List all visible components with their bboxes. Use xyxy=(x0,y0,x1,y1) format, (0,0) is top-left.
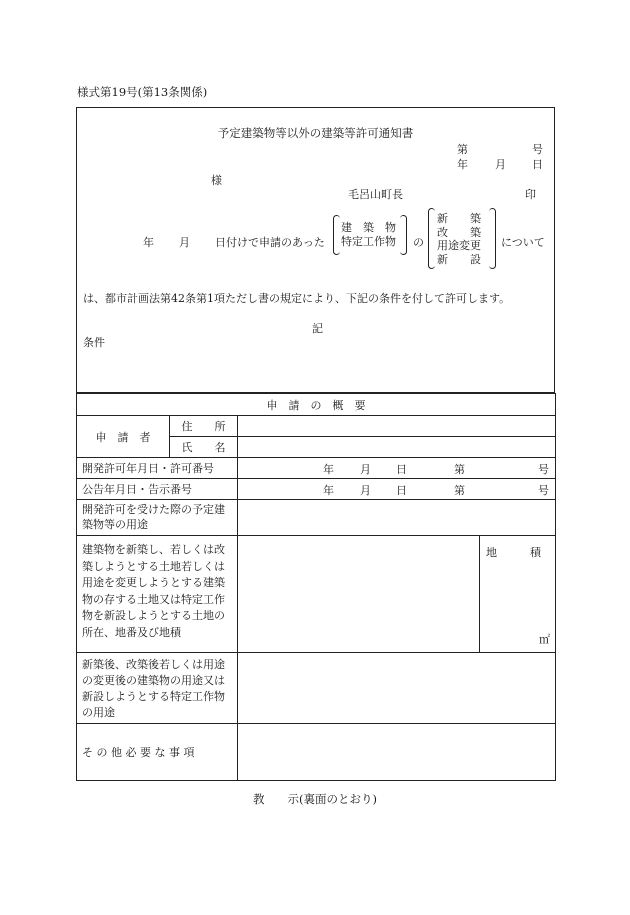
body-date-text: 日付けで申請のあった xyxy=(215,236,325,249)
planned-use-label: 開発許可を受けた際の予定建築物等の用途 xyxy=(77,500,238,536)
notice-month: 月 xyxy=(360,484,371,497)
seal: 印 xyxy=(525,188,536,201)
other-field[interactable] xyxy=(238,724,556,781)
address-field[interactable] xyxy=(238,416,556,437)
action-type: 新 築 xyxy=(437,212,481,225)
action-type: 用途変更 xyxy=(437,239,481,252)
issuer: 毛呂山町長 xyxy=(348,188,403,201)
action-brace-left xyxy=(428,208,435,269)
action-type: 新 設 xyxy=(437,252,481,266)
summary-header: 申 請 の 概 要 xyxy=(77,394,556,416)
about-text: について xyxy=(501,236,545,249)
dev-day: 日 xyxy=(396,463,407,476)
date-year: 年 xyxy=(457,158,468,171)
ki: 記 xyxy=(312,322,323,335)
instruction-note: 教 示(裏面のとおり) xyxy=(253,792,377,806)
object-brace-right xyxy=(400,215,407,255)
object-brace-left xyxy=(333,215,340,255)
new-use-label: 新築後、改築後若しくは用途の変更後の建築物の用途又は新設しようとする特定工作物の用途 xyxy=(77,653,238,724)
area-label: 地 積 xyxy=(486,546,541,559)
dev-year: 年 xyxy=(323,463,334,476)
notice-no-suffix: 号 xyxy=(538,484,549,497)
action-type: 改 築 xyxy=(437,225,481,239)
notice-label: 公告年月日・告示番号 xyxy=(77,479,238,500)
action-brace-right xyxy=(489,208,496,269)
notice-no-prefix: 第 xyxy=(454,484,465,497)
dev-no-prefix: 第 xyxy=(454,463,465,476)
action-types xyxy=(437,212,481,266)
planned-use-field[interactable] xyxy=(238,500,556,536)
body-year: 年 xyxy=(143,236,154,249)
notice-field[interactable] xyxy=(238,479,556,500)
conditions-label: 条件 xyxy=(83,336,105,349)
date-day: 日 xyxy=(532,158,543,171)
addressee-suffix: 様 xyxy=(211,174,222,187)
object-types xyxy=(341,221,396,248)
notice-box xyxy=(76,107,555,393)
location-field[interactable] xyxy=(238,536,480,653)
name-label: 氏 名 xyxy=(170,437,238,458)
body-text: は、都市計画法第42条第1項ただし書の規定により、下記の条件を付して許可します。 xyxy=(83,292,511,305)
dev-permit-field[interactable] xyxy=(238,458,556,479)
new-use-field[interactable] xyxy=(238,653,556,724)
applicant-label: 申 請 者 xyxy=(77,416,170,458)
dev-no-suffix: 号 xyxy=(538,463,549,476)
notice-title: 予定建築物等以外の建築等許可通知書 xyxy=(217,126,414,140)
date-month: 月 xyxy=(495,158,506,171)
other-label: そ の 他 必 要 な 事 項 xyxy=(77,724,238,781)
number-prefix: 第 xyxy=(457,143,468,156)
notice-day: 日 xyxy=(396,484,407,497)
area-field[interactable] xyxy=(480,536,556,653)
form-id: 様式第19号(第13条関係) xyxy=(77,85,208,99)
area-unit: ㎡ xyxy=(539,633,550,646)
particle-no: の xyxy=(413,236,424,249)
dev-permit-label: 開発許可年月日・許可番号 xyxy=(77,458,238,479)
address-label: 住 所 xyxy=(170,416,238,437)
dev-month: 月 xyxy=(360,463,371,476)
number-suffix: 号 xyxy=(532,143,543,156)
name-field[interactable] xyxy=(238,437,556,458)
object-type: 建 築 物 xyxy=(341,221,396,234)
notice-year: 年 xyxy=(323,484,334,497)
location-label: 建築物を新築し、若しくは改築しようとする土地若しくは用途を変更しようとする建築物の存する土地又は特定工作物を新設しようとする土地の所在、地番及び地積 xyxy=(77,536,238,653)
application-summary-table xyxy=(76,393,556,781)
body-month: 月 xyxy=(179,236,190,249)
object-type: 特定工作物 xyxy=(341,234,396,248)
